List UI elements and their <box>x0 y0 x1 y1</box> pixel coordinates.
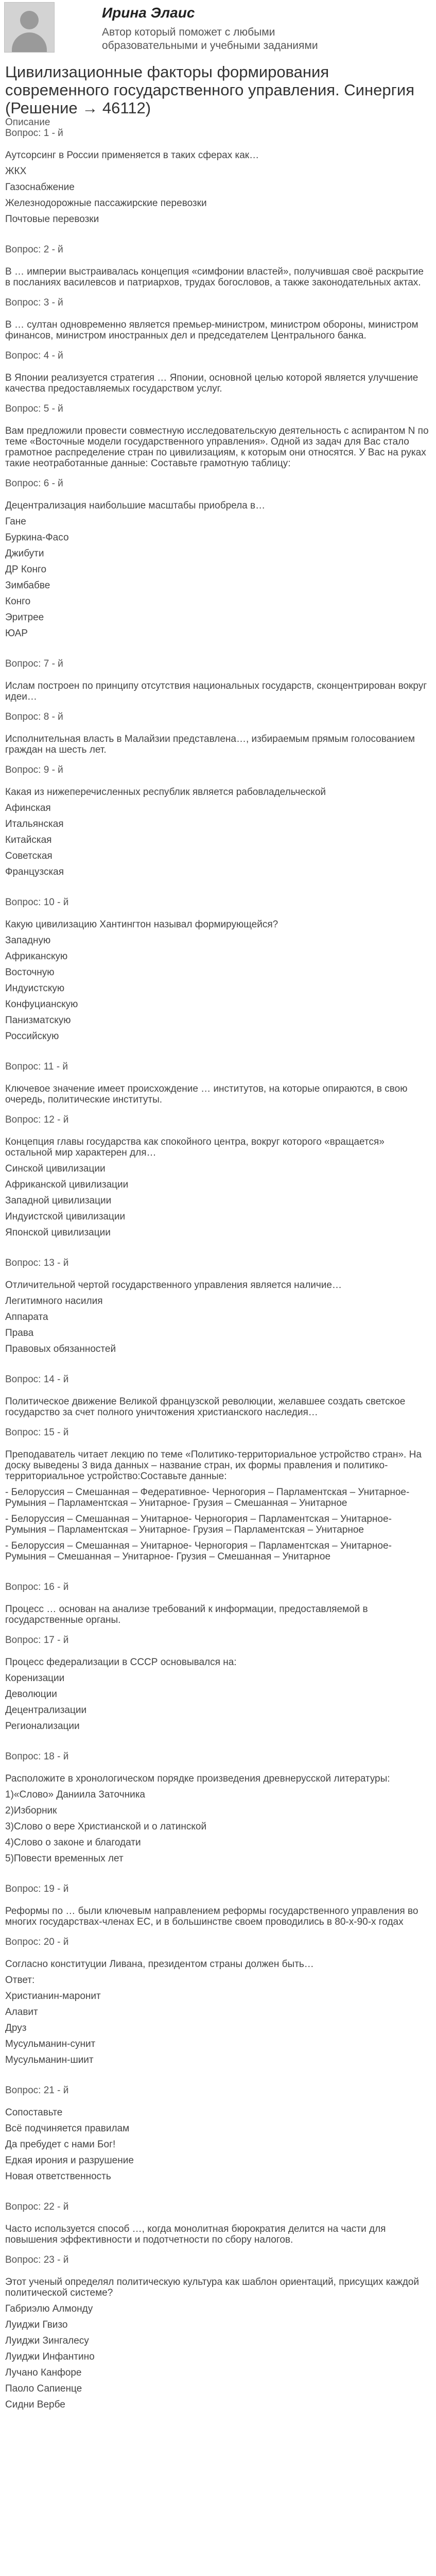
question-block <box>5 658 431 711</box>
question-number: Вопрос: 13 - й <box>5 1258 69 1268</box>
question-block <box>5 1582 431 1635</box>
question-text: Ислам построен по принципу отсутствия национальных государств, сконцентрирован вокруг идеи… <box>5 681 427 702</box>
answer-option: Лучано Канфоре <box>5 2367 82 2378</box>
question-text: Процесс … основан на анализе требований к информации, предоставляемой в государственные органы. <box>5 1604 368 1625</box>
answer-option: Конфуцианскую <box>5 999 78 1010</box>
question-number: Вопрос: 12 - й <box>5 1114 69 1125</box>
question-number: Вопрос: 1 - й <box>5 128 63 139</box>
answer-option: Итальянская <box>5 819 64 829</box>
answer-option: Буркина-Фасо <box>5 532 69 543</box>
answer-option: Права <box>5 1328 34 1338</box>
answer-option: Сидни Вербе <box>5 2399 65 2410</box>
author-name[interactable]: Ирина Элаис <box>102 5 195 21</box>
question-block <box>5 711 431 765</box>
question-block <box>5 350 431 403</box>
answer-option: Восточную <box>5 967 55 978</box>
question-block <box>5 1884 431 1937</box>
author-description: Автор который поможет с любыми образовательными и учебными заданиями <box>102 26 318 52</box>
question-number: Вопрос: 18 - й <box>5 1751 69 1762</box>
question-block <box>5 297 431 350</box>
question-number: Вопрос: 16 - й <box>5 1582 69 1592</box>
question-block <box>5 765 431 897</box>
question-text: В Японии реализуется стратегия … Японии, основной целью которой является улучшение качества предоставляемых государством услуг. <box>5 372 418 394</box>
question-block <box>5 897 431 1061</box>
answer-option: - Белоруссия – Смешанная – Унитарное- Черногория – Парламентская – Унитарное- Румыния – Парламентская – Унитарное- Грузия – Парламентская – Унитарное <box>5 1514 392 1535</box>
question-block <box>5 2085 431 2201</box>
answer-option: ДР Конго <box>5 564 47 575</box>
question-number: Вопрос: 23 - й <box>5 2255 69 2265</box>
question-number: Вопрос: 7 - й <box>5 658 63 669</box>
answer-option: Афинская <box>5 803 51 814</box>
answer-option: Всё подчиняется правилам <box>5 2123 130 2134</box>
answer-option: Да пребудет с нами Бог! <box>5 2139 116 2150</box>
question-block <box>5 1427 431 1582</box>
question-number: Вопрос: 22 - й <box>5 2201 69 2212</box>
question-number: Вопрос: 3 - й <box>5 297 63 308</box>
question-text: Реформы по … были ключевым направлением реформы государственного управления во многих государствах-членах ЕС, и в большинстве своем проводились в 80-х-90-х годах <box>5 1906 418 1927</box>
question-text: В … империи выстраивалась концепция «симфонии властей», получившая своё раскрытие в посланиях василевсов и патриархов, трудах богословов, а также законодательных актах. <box>5 266 424 288</box>
answer-option: Почтовые перевозки <box>5 214 99 225</box>
answer-option: Джибути <box>5 548 44 559</box>
question-number: Вопрос: 5 - й <box>5 403 63 414</box>
question-text: Ключевое значение имеет происхождение … институтов, на которые опираются, в свою очередь, политические институты. <box>5 1083 408 1105</box>
question-number: Вопрос: 21 - й <box>5 2085 69 2096</box>
question-text: Часто используется способ …, когда монолитная бюрократия делится на части для повышения эффективности и подотчетности по сбору налогов. <box>5 2224 386 2245</box>
answer-option: 4)Слово о законе и благодати <box>5 1837 141 1848</box>
page-title: Цивилизационные факторы формирования современного государственного управления. Синергия (Решение → 46112) <box>5 63 414 117</box>
answer-option: Синской цивилизации <box>5 1163 106 1174</box>
question-block <box>5 478 431 658</box>
question-number: Вопрос: 11 - й <box>5 1061 68 1072</box>
question-block <box>5 1374 431 1427</box>
answer-option: 1)«Слово» Даниила Заточника <box>5 1789 145 1800</box>
question-block <box>5 1937 431 2085</box>
answer-option: Зимбабве <box>5 580 50 591</box>
question-block <box>5 2255 431 2430</box>
answer-option: Железнодорожные пассажирские перевозки <box>5 198 207 209</box>
answer-option: Луиджи Гвизо <box>5 2319 68 2330</box>
answer-option: Африканской цивилизации <box>5 1179 129 1190</box>
answer-option: Западной цивилизации <box>5 1195 112 1206</box>
answer-option: ЮАР <box>5 628 28 639</box>
question-text: Согласно конституции Ливана, президентом страны должен быть… <box>5 1959 314 1970</box>
answer-option: Эритрее <box>5 612 44 623</box>
author-header <box>0 0 436 61</box>
question-block <box>5 403 431 478</box>
answer-option: Правовых обязанностей <box>5 1344 116 1354</box>
question-text: Преподаватель читает лекцию по теме «Политико-территориальное устройство стран». На доску выведены 3 вида данных – название стран, их формы правления и политико-территориальное устройство:Составьте данные: <box>5 1449 422 1482</box>
question-text: Концепция главы государства как спокойного центра, вокруг которого «вращается» остальной мир характерен для… <box>5 1137 385 1158</box>
answer-option: Индуистскую <box>5 983 65 994</box>
answer-option: Западную <box>5 935 51 946</box>
answer-option: Китайская <box>5 835 52 845</box>
answer-option: Мусульманин-сунит <box>5 2039 96 2049</box>
answer-option: Конго <box>5 596 31 607</box>
question-text: Политическое движение Великой французской революции, желавшее создать светское государство за счет полного уничтожения христианского наследия… <box>5 1396 406 1418</box>
answer-option: - Белоруссия – Смешанная – Федеративное- Черногория – Парламентская – Унитарное- Румыния – Парламентская – Унитарное- Грузия – Смешанная – Унитарное <box>5 1487 410 1509</box>
question-text: Сопоставьте <box>5 2107 63 2118</box>
answer-option: 5)Повести временных лет <box>5 1853 124 1864</box>
question-text: Процесс федерализации в СССР основывался на: <box>5 1657 237 1668</box>
question-block <box>5 1258 431 1374</box>
question-number: Вопрос: 15 - й <box>5 1427 69 1438</box>
question-text: В … султан одновременно является премьер-министром, министром обороны, министром финансов, министром иностранных дел и председателем Центрального банка. <box>5 319 418 341</box>
answer-option: ЖКХ <box>5 166 27 177</box>
question-block <box>5 128 431 244</box>
question-list <box>5 128 431 2430</box>
answer-option: Гане <box>5 516 26 527</box>
answer-option: Французская <box>5 867 64 877</box>
answer-option: Регионализации <box>5 1721 80 1732</box>
question-number: Вопрос: 8 - й <box>5 711 63 722</box>
answer-option: Друз <box>5 2023 27 2033</box>
answer-option: Новая ответственность <box>5 2171 111 2182</box>
answer-option: Российскую <box>5 1031 59 1042</box>
answer-option: Коренизации <box>5 1673 65 1684</box>
question-text: Аутсорсинг в России применяется в таких сферах как… <box>5 150 259 161</box>
question-block <box>5 1114 431 1258</box>
question-text: Какую цивилизацию Хантингтон называл формирующейся? <box>5 919 278 930</box>
question-number: Вопрос: 19 - й <box>5 1884 69 1894</box>
question-text: Какая из нижеперечисленных республик является рабовладельческой <box>5 787 326 798</box>
answer-option: Габриэлю Алмонду <box>5 2303 93 2314</box>
answer-option: - Белоруссия – Смешанная – Унитарное- Черногория – Парламентская – Унитарное- Румыния – Смешанная – Унитарное- Грузия – Смешанная – Унитарное <box>5 1540 392 1562</box>
question-number: Вопрос: 9 - й <box>5 765 63 775</box>
question-block <box>5 1061 431 1114</box>
question-number: Вопрос: 14 - й <box>5 1374 69 1385</box>
answer-option: Луиджи Зингалесу <box>5 2335 89 2346</box>
description-label: Описание <box>5 117 50 128</box>
document-body <box>5 117 431 2430</box>
question-number: Вопрос: 10 - й <box>5 897 69 908</box>
answer-option: Луиджи Инфантино <box>5 2351 95 2362</box>
question-number: Вопрос: 6 - й <box>5 478 63 489</box>
answer-option: Едкая ирония и разрушение <box>5 2155 134 2166</box>
answer-option: Паоло Сапиенце <box>5 2383 82 2394</box>
question-block <box>5 2201 431 2255</box>
answer-option: Мусульманин-шиит <box>5 2055 94 2065</box>
question-text: Вам предложили провести совместную исследовательскую деятельность с аспирантом N по теме «Восточные модели государственного управления». Одной из задач для Вас стало грамотное распределение стран по цивилизациям, к которым они относятся. У Вас на руках такие неотработанные данные: Составьте грамотную таблицу: <box>5 426 429 469</box>
question-number: Вопрос: 20 - й <box>5 1937 69 1947</box>
answer-option: 3)Слово о вере Христианской и о латинской <box>5 1821 207 1832</box>
question-number: Вопрос: 17 - й <box>5 1635 69 1646</box>
answer-option: Христианин-маронит <box>5 1991 101 2002</box>
author-info <box>102 2 318 53</box>
question-text: Отличительной чертой государственного управления является наличие… <box>5 1280 342 1291</box>
answer-option: Панизматскую <box>5 1015 71 1026</box>
answer-option: Японской цивилизации <box>5 1227 111 1238</box>
question-number: Вопрос: 2 - й <box>5 244 63 255</box>
answer-option: Аппарата <box>5 1312 48 1323</box>
answer-option: Деволюции <box>5 1689 57 1700</box>
answer-option: Децентрализации <box>5 1705 87 1716</box>
question-block <box>5 1635 431 1751</box>
question-text: Децентрализация наибольшие масштабы приобрела в… <box>5 500 266 511</box>
answer-option: Советская <box>5 851 53 861</box>
answer-option: 2)Изборник <box>5 1805 57 1816</box>
answer-option: Африканскую <box>5 951 68 962</box>
answer-option: Газоснабжение <box>5 182 75 193</box>
question-block <box>5 244 431 297</box>
avatar-placeholder-icon <box>20 11 39 29</box>
question-text: Исполнительная власть в Малайзии представлена…, избираемым прямым голосованием граждан на шесть лет. <box>5 734 415 755</box>
question-text: Расположите в хронологическом порядке произведения древнерусской литературы: <box>5 1773 390 1784</box>
answer-option: Легитимного насилия <box>5 1296 103 1307</box>
question-number: Вопрос: 4 - й <box>5 350 63 361</box>
answer-option: Ответ: <box>5 1975 35 1986</box>
question-block <box>5 1751 431 1884</box>
question-text: Этот ученый определял политическую культура как шаблон ориентаций, присущих каждой политической системе? <box>5 2277 419 2298</box>
answer-option: Индуистской цивилизации <box>5 1211 126 1222</box>
answer-option: Алавит <box>5 2007 38 2018</box>
avatar[interactable] <box>4 2 55 53</box>
